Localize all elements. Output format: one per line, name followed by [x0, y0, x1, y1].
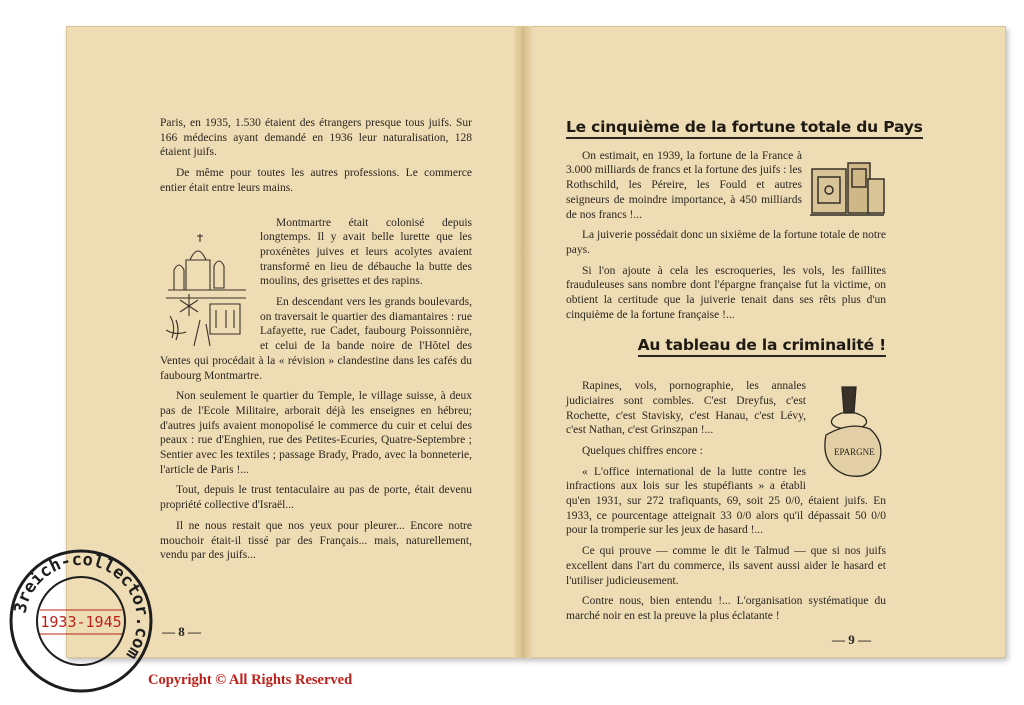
left-page — [160, 116, 472, 569]
stamp-text: 3reich-collector.com — [10, 549, 153, 663]
right-page — [566, 118, 923, 630]
montmartre-sketch-icon — [160, 220, 252, 350]
heading-fortune: Le cinquième de la fortune totale du Pays — [566, 120, 923, 139]
left-paragraph-6: Tout, depuis le trust tentaculaire au pas de porte, était devenu propriété collective d'Israël... — [160, 484, 472, 512]
right-paragraph-1: On estimait, en 1939, la fortune de la France à 3.000 milliards de francs et la fortune des juifs : les Rothschild, les Péreire, les Fould et autres seigneurs de moindre importance, à 450 milliards de nos francs !... — [566, 149, 803, 221]
booklet-gutter — [514, 26, 532, 658]
left-paragraph-7: Il ne nous restait que nos yeux pour pleurer... Encore notre mouchoir était-il tissé par des Français... mais, naturellement, vendu par des juifs... — [160, 519, 472, 562]
left-paragraph-4: En descendant vers les grands boulevards, on traversait le quartier des diamantaires : rue Lafayette, rue Cadet, faubourg Poissonnière, et celui de la bande noire de l'Hôtel des Ventes qui procédait à la « révision » clandestine dans les cafés du faubourg Montmartre. — [160, 296, 472, 382]
postmark-stamp-icon — [6, 546, 156, 696]
right-paragraph-3: Si l'on ajoute à cela les escroqueries, les vols, les faillites frauduleuses sans nombre dont l'épargne française fut la victime, on obtient la certitude que la juiverie tenait dans ses rêts plus d'un cinquième de la fortune française !... — [566, 264, 886, 321]
right-paragraph-6: « L'office international de la lutte contre les infractions aux lois sur les stupéfiants » a établi qu'en 1931, sur 272 trafiquants, 69, soit 25 0/0, étaient juifs. En 1933, ce pourcentage atteignait 33 0/0 alors qu'il dépassait 50 0/0 pour la tromperie sur les jeux de hasard !... — [566, 465, 886, 537]
right-paragraph-8: Contre nous, bien entendu !... L'organisation systématique du marché noir en est la preuve la plus éclatante ! — [566, 595, 886, 622]
right-paragraph-4: Rapines, vols, pornographie, les annales judiciaires sont combles. C'est Dreyfus, c'est Rochette, c'est Stavisky, c'est Hanau, c'est Lévy, c'est Nathan, c'est Grinszpan !... — [566, 380, 806, 437]
left-paragraph-1: Paris, en 1935, 1.530 étaient des étrangers presque tous juifs. Sur 166 médecins ayant demandé en 1936 leur naturalisation, 128 étaient juifs. — [160, 117, 472, 159]
right-paragraph-2: La juiverie possédait donc un sixième de la fortune totale de notre pays. — [566, 229, 886, 256]
heading-criminality-wrap — [566, 338, 886, 367]
left-paragraph-5: Non seulement le quartier du Temple, le village suisse, à deux pas de l'Ecole Militaire, arborait déjà les enseignes en hébreu; d'autres juifs avaient monopolisé le commerce du cuir et celui des peaux : rue d'Enghien, rue des Petites-Ecuries, Quatre-Septembre ; Sentier avec les textiles ; passage Brady, Prado, avec la bonneterie, l'article de Paris !... — [160, 390, 472, 476]
bag-label: EPARGNE — [834, 447, 875, 458]
stamp-years: 1933-1945 — [40, 613, 122, 631]
left-paragraph-3: Montmartre était colonisé depuis longtemps. Il y avait belle lurette que les proxénètes juives et leurs acolytes avaient transformé en lieu de débauche la butte des moulins, des grisettes et des rapins. — [260, 216, 472, 288]
right-paragraph-7: Ce qui prouve — comme le dit le Talmud — que si nos juifs excellent dans l'art du commerce, ils savent aussi aider le hasard et l'utiliser judicieusement. — [566, 545, 886, 587]
money-bag-hand-icon — [812, 383, 886, 483]
left-paragraph-2: De même pour toutes les autres professions. Le commerce entier était entre leurs mains. — [160, 167, 472, 194]
left-page-number: — 8 — — [162, 624, 201, 639]
safes-sketch-icon — [808, 155, 886, 225]
heading-criminality: Au tableau de la criminalité ! — [638, 338, 886, 357]
right-paragraph-5: Quelques chiffres encore : — [582, 444, 703, 457]
right-page-number: — 9 — — [832, 632, 871, 647]
svg-text:3reich-collector.com — [11, 550, 152, 663]
copyright-notice: Copyright © All Rights Reserved — [148, 672, 353, 688]
